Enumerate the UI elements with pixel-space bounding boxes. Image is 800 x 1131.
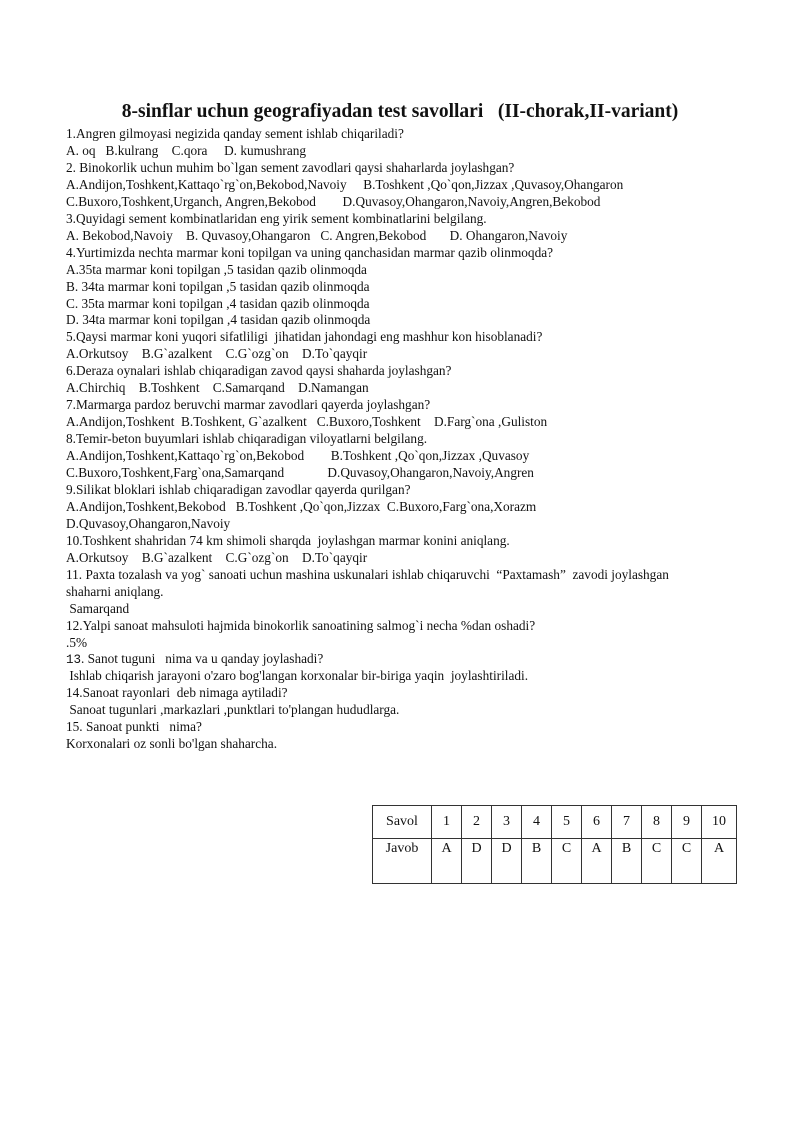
text-line — [66, 651, 323, 668]
javob-label: Javob — [373, 839, 432, 884]
question-number-cell: 5 — [552, 806, 582, 839]
text-line — [66, 363, 451, 379]
question-number-cell: 8 — [642, 806, 672, 839]
text-line-content: C.Buxoro,Toshkent,Farg`ona,Samarqand D.Quvasoy,Ohangaron,Navoiy,Angren — [66, 465, 534, 480]
text-line — [66, 550, 367, 566]
text-line-content: Samarqand — [66, 600, 130, 616]
text-line — [66, 635, 87, 651]
text-line — [66, 702, 399, 718]
text-line — [66, 482, 411, 498]
text-line — [66, 516, 230, 532]
question-number-cell: 9 — [672, 806, 702, 839]
text-line-content: A.Andijon,Toshkent,Kattaqo`rg`on,Bekobod,Navoiy B.Toshkent ,Qo`qon,Jizzax ,Quvasoy,Ohangaron — [66, 176, 624, 192]
text-line-content: 8.Temir-beton buyumlari ishlab chiqaradigan viloyatlarni belgilang. — [66, 431, 428, 447]
text-line-content: 12.Yalpi sanoat mahsuloti hajmida binokorlik sanoatining salmog`i necha %dan oshadi? — [66, 617, 536, 633]
text-line — [66, 397, 430, 413]
text-line — [66, 736, 277, 752]
text-line — [66, 685, 288, 701]
text-line — [66, 431, 427, 447]
text-line-content: C. 35ta marmar koni topilgan ,4 tasidan qazib olinmoqda — [66, 295, 370, 311]
text-line — [66, 143, 306, 159]
text-line-content: 11. Paxta tozalash va yog` sanoati uchun mashina uskunalari ishlab chiqaruvchi “Paxtamash” zavodi joylashgan — [66, 566, 669, 582]
text-line-content: A.Andijon,Toshkent B.Toshkent, G`azalkent C.Buxoro,Toshkent D.Farg`ona ,Guliston — [66, 414, 548, 430]
text-line-content: C.Buxoro,Toshkent,Urganch, Angren,Bekobod D.Quvasoy,Ohangaron,Navoiy,Angren,Bekobod — [66, 193, 601, 209]
text-line — [66, 618, 535, 634]
text-line-content: 7.Marmarga pardoz beruvchi marmar zavodlari qayerda joylashgan? — [66, 397, 431, 413]
text-line — [66, 228, 567, 244]
text-line-content: Ishlab chiqarish jarayoni o'zaro bog'langan korxonalar bir-biriga yaqin joylashtiriladi. — [66, 668, 529, 684]
text-line — [66, 279, 370, 295]
text-line-content: A.Orkutsoy B.G`azalkent C.G`ozg`on D.To`qayqir — [66, 346, 368, 362]
question-number-cell: 1 — [432, 806, 462, 839]
text-line — [66, 533, 510, 549]
text-line — [66, 567, 669, 583]
answer-cell: C — [552, 839, 582, 884]
question-number-cell: 3 — [492, 806, 522, 839]
text-line-content: 3.Quyidagi sement kombinatlaridan eng yirik sement kombinatlarini belgilang. — [66, 210, 487, 226]
text-line-content: Korxonalari oz sonli bo'lgan shaharcha. — [66, 736, 278, 752]
text-line-content: A.Chirchiq B.Toshkent C.Samarqand D.Namangan — [66, 380, 369, 396]
text-line-content: 6.Deraza oynalari ishlab chiqaradigan zavod qaysi shaharda joylashgan? — [66, 363, 452, 379]
text-line — [66, 499, 536, 515]
text-line — [66, 719, 202, 735]
text-line — [66, 312, 370, 328]
text-line-content: 15. Sanoat punkti nima? — [66, 719, 202, 735]
text-line — [66, 601, 129, 617]
text-line-content: 10.Toshkent shahridan 74 km shimoli sharqda joylashgan marmar konini aniqlang. — [66, 532, 510, 548]
text-line-content: A. oq B.kulrang C.qora D. kumushrang — [66, 142, 307, 158]
answer-cell: C — [672, 839, 702, 884]
answer-cell: D — [492, 839, 522, 884]
answer-cell: D — [462, 839, 492, 884]
text-line — [66, 346, 367, 362]
answer-table — [372, 805, 737, 884]
text-line — [66, 160, 514, 176]
text-line-content: B. 34ta marmar koni topilgan ,5 tasidan qazib olinmoqda — [66, 278, 370, 294]
answer-cell: A — [582, 839, 612, 884]
question-number-cell: 6 — [582, 806, 612, 839]
text-line-content: 5.Qaysi marmar koni yuqori sifatliligi jihatidan jahondagi eng mashhur kon hisoblanadi? — [66, 329, 543, 345]
text-line-content: shaharni aniqlang. — [66, 583, 164, 599]
question-number-cell: 2 — [462, 806, 492, 839]
text-line-content: A. Bekobod,Navoiy B. Quvasoy,Ohangaron C. Angren,Bekobod D. Ohangaron,Navoiy — [66, 227, 568, 243]
text-line-content: D. 34ta marmar koni topilgan ,4 tasidan qazib olinmoqda — [66, 312, 371, 328]
answer-cell: A — [432, 839, 462, 884]
answer-table-row-answers — [373, 839, 737, 884]
text-line — [66, 584, 163, 600]
answer-table-row-questions — [373, 806, 737, 839]
text-line — [66, 245, 553, 261]
question-13-text: . Sanot tuguni nima va u qanday joylashadi? — [81, 651, 324, 667]
question-number-cell: 4 — [522, 806, 552, 839]
text-line-content: 1.Angren gilmoyasi negizida qanday sement ishlab chiqariladi? — [66, 126, 404, 141]
text-line-content: A.35ta marmar koni topilgan ,5 tasidan qazib olinmoqda — [66, 261, 367, 277]
answer-cell: C — [642, 839, 672, 884]
text-line — [66, 329, 542, 345]
text-line-content: 13 — [66, 653, 82, 668]
text-line-content: D.Quvasoy,Ohangaron,Navoiy — [66, 515, 231, 531]
text-line — [66, 126, 404, 142]
text-line — [66, 177, 623, 193]
question-number-cell: 7 — [612, 806, 642, 839]
text-line-content: 2. Binokorlik uchun muhim bo`lgan sement zavodlari qaysi shaharlarda joylashgan? — [66, 159, 515, 175]
text-line — [66, 448, 529, 464]
answer-cell: B — [612, 839, 642, 884]
text-line-content: 4.Yurtimizda nechta marmar koni topilgan va uning qanchasidan marmar qazib olinmoqda? — [66, 244, 554, 260]
text-line — [66, 211, 487, 227]
text-line-content: 14.Sanoat rayonlari deb nimaga aytiladi? — [66, 685, 288, 701]
text-line — [66, 668, 528, 684]
savol-label: Savol — [373, 806, 432, 839]
text-line — [66, 414, 547, 430]
text-line-content: .5% — [66, 634, 88, 650]
answer-cell: B — [522, 839, 552, 884]
text-line — [66, 194, 600, 210]
text-line-content: A.Orkutsoy B.G`azalkent C.G`ozg`on D.To`qayqir — [66, 549, 368, 565]
text-line — [66, 465, 534, 481]
text-line — [66, 262, 367, 278]
page-title: 8-sinflar uchun geografiyadan test savollari (II-chorak,II-variant) — [121, 101, 679, 122]
text-line — [66, 296, 370, 312]
answer-cell: A — [702, 839, 737, 884]
text-line-content: Sanoat tugunlari ,markazlari ,punktlari to'plangan hududlarga. — [66, 702, 400, 718]
text-line-content: 9.Silikat bloklari ishlab chiqaradigan zavodlar qayerda qurilgan? — [66, 481, 411, 497]
text-line — [66, 380, 369, 396]
text-line-content: A.Andijon,Toshkent,Kattaqo`rg`on,Bekobod B.Toshkent ,Qo`qon,Jizzax ,Quvasoy — [66, 448, 530, 464]
question-number-cell: 10 — [702, 806, 737, 839]
text-line-content: A.Andijon,Toshkent,Bekobod B.Toshkent ,Qo`qon,Jizzax C.Buxoro,Farg`ona,Xorazm — [66, 498, 537, 514]
